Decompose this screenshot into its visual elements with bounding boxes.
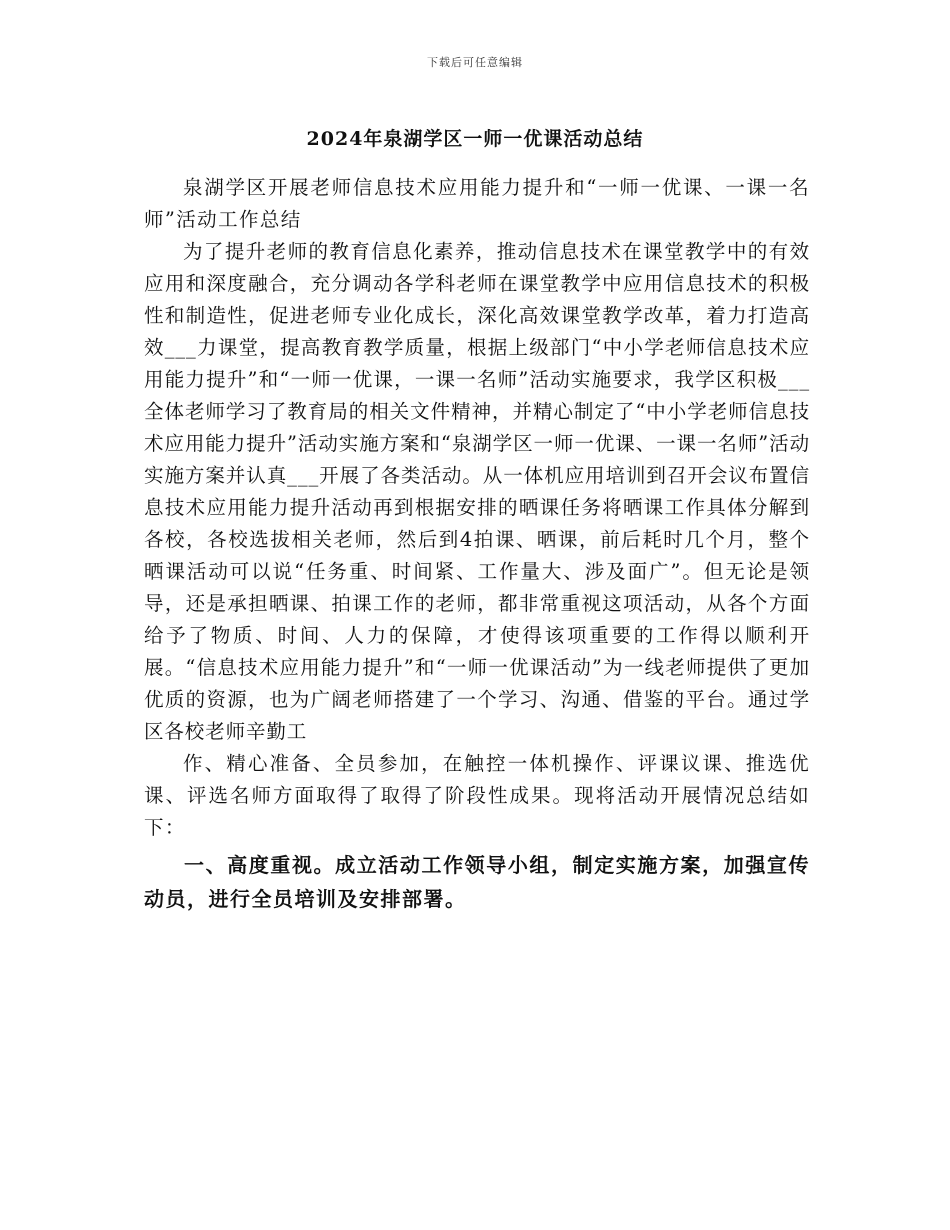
document-title: 2024年泉湖学区一师一优课活动总结 [306, 128, 644, 150]
paragraph-intro: 泉湖学区开展老师信息技术应用能力提升和“一师一优课、一课一名师”活动工作总结 [144, 176, 810, 231]
header-note: 下载后可任意编辑 [427, 56, 523, 69]
section-heading-1: 一、高度重视。成立活动工作领导小组，制定实施方案，加强宣传动员，进行全员培训及安排部署。 [144, 853, 810, 911]
paragraph-continuation: 作、精心准备、全员参加，在触控一体机操作、评课议课、推选优课、评选名师方面取得了取得了阶段性成果。现将活动开展情况总结如下： [144, 752, 810, 839]
paragraph-main: 为了提升老师的教育信息化素养，推动信息技术在课堂教学中的有效应用和深度融合，充分调动各学科老师在课堂教学中应用信息技术的积极性和制造性，促进老师专业化成长，深化高效课堂教学改革，着力打造高效___力课堂，提高教育教学质量，根据上级部门“中小学老师信息技术应用能力提升”和“一师一优课，一课一名师”活动实施要求，我学区积极___全体老师学习了教育局的相关文件精神，并精心制定了“中小学老师信息技术应用能力提升”活动实施方案和“泉湖学区一师一优课、一课一名师”活动实施方案并认真___开展了各类活动。从一体机应用培训到召开会议布置信息技术应用能力提升活动再到根据安排的晒课任务将晒课工作具体分解到各校，各校选拔相关老师，然后到4拍课、晒课，前后耗时几个月，整个晒课活动可以说“任务重、时间紧、工作量大、涉及面广”。但无论是领导，还是承担晒课、拍课工作的老师，都非常重视这项活动，从各个方面给予了物质、时间、人力的保障，才使得该项重要的工作得以顺利开展。“信息技术应用能力提升”和“一师一优课活动”为一线老师提供了更加优质的资源，也为广阔老师搭建了一个学习、沟通、借鉴的平台。通过学区各校老师辛勤工 [144, 240, 810, 743]
document-body [144, 172, 810, 916]
